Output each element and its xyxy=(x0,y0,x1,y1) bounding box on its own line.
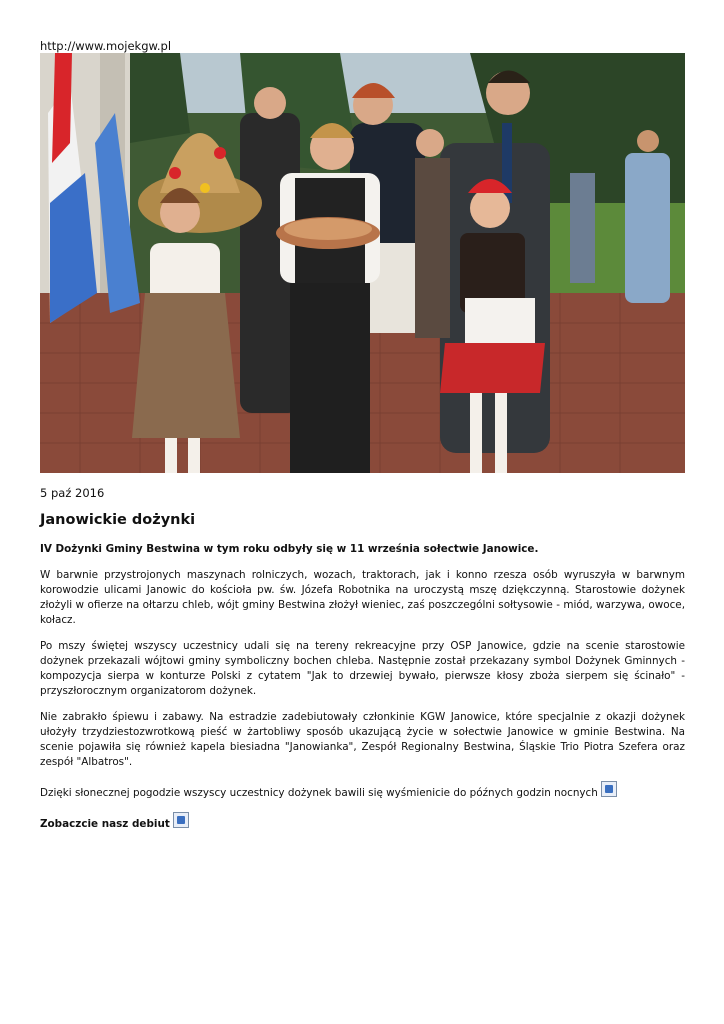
article-date: 5 paź 2016 xyxy=(40,486,105,500)
article-closing xyxy=(40,812,685,832)
article-paragraph: Po mszy świętej wszyscy uczestnicy udali się na tereny rekreacyjne przy OSP Janowice, gdzie na scenie starostowie dożynek przekazali wójtowi gminy symboliczny bochen chleba. Następnie został przekazany symbol Dożynek Gminnych - kompozycja sierpa w konturze Polski z cytatem "Jak to drzewiej bywało, pierwsze kłosy zboża sierpem się ścinało" - przyszłorocznym organizatorom dożynek. xyxy=(40,640,685,697)
article-paragraph-text: Dzięki słonecznej pogodzie wszyscy uczestnicy dożynek bawili się wyśmienicie do późnych godzin nocnych xyxy=(40,787,598,799)
broken-image-icon[interactable] xyxy=(601,781,617,797)
article-lead: IV Dożynki Gminy Bestwina w tym roku odbyły się w 11 września sołectwie Janowice. xyxy=(40,543,539,555)
article-photo xyxy=(40,53,685,473)
article-closing-text: Zobaczcie nasz debiut xyxy=(40,818,170,830)
article-paragraph: W barwnie przystrojonych maszynach rolniczych, wozach, traktorach, jak i konno rzesza osób wyruszyła w barwnym korowodzie ulicami Janowic do kościoła pw. św. Józefa Robotnika na uroczystą mszę dziękczynną. Starostowie dożynek złożyli w ofierze na ołtarzu chleb, wójt gminy Bestwina złożył wieniec, zaś poszczególni sołtysowie - miód, warzywa, owoce, kołacz. xyxy=(40,569,685,626)
article-paragraph: Nie zabrakło śpiewu i zabawy. Na estradzie zadebiutowały członkinie KGW Janowice, które specjalnie z okazji dożynek ułożyły trzydziestozwrotkową pieść w żartobliwy sposób ukazującą życie w sołectwie Janowice w gminie Bestwina. Na scenie pojawiła się również kapela biesiadna "Janowianka", Zespół Regionalny Bestwina, Śląskie Trio Piotra Szefera oraz zespół "Albatros". xyxy=(40,711,685,768)
article-title: Janowickie dożynki xyxy=(40,512,196,528)
source-url[interactable]: http://www.mojekgw.pl xyxy=(40,39,172,53)
broken-image-icon[interactable] xyxy=(173,812,189,828)
article-body xyxy=(40,542,685,843)
article-paragraph-with-image xyxy=(40,781,685,801)
